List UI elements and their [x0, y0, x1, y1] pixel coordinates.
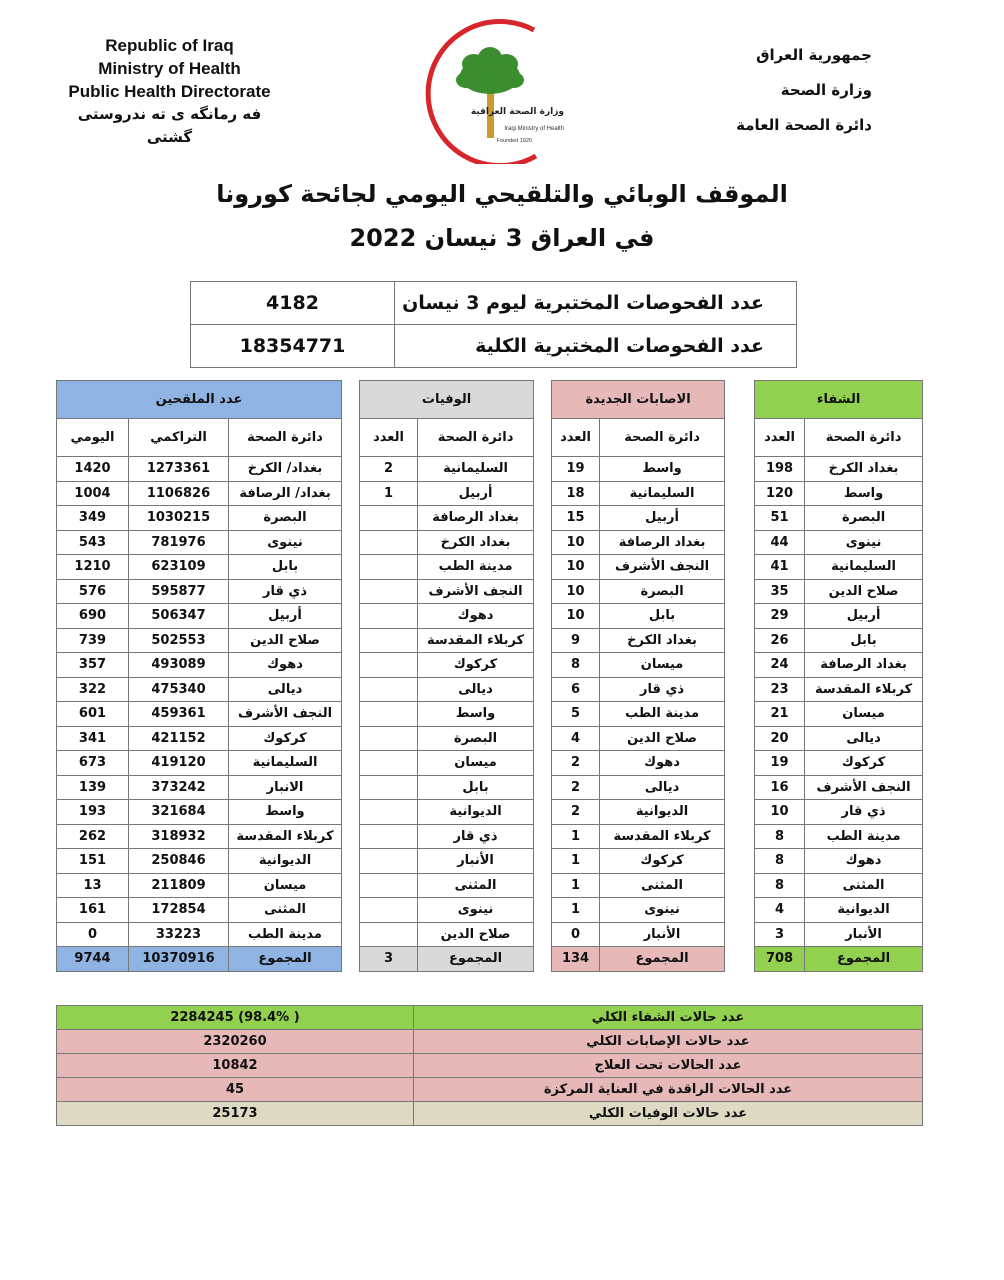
- infection-count-cell: 18: [552, 481, 600, 506]
- summary-row: [57, 1006, 923, 1030]
- vac-cumulative-cell: 781976: [129, 530, 229, 555]
- vac-daily-cell: 1004: [57, 481, 129, 506]
- header-en-line: Ministry of Health: [98, 59, 241, 78]
- infection-count-cell: 9: [552, 628, 600, 653]
- infection-count-cell: 2: [552, 751, 600, 776]
- header-en-line: Public Health Directorate: [68, 82, 271, 101]
- recovery-count-cell: 19: [755, 751, 805, 776]
- col-header-dept: دائرة الصحة: [805, 419, 923, 457]
- death-count-cell: [360, 751, 418, 776]
- total-vac-cumulative: 10370916: [129, 947, 229, 972]
- col-header-count: العدد: [360, 419, 418, 457]
- table-row: [57, 506, 923, 531]
- vac-dept-cell: الانبار: [229, 775, 342, 800]
- infection-dept-cell: نينوى: [600, 898, 725, 923]
- death-dept-cell: نينوى: [418, 898, 534, 923]
- vac-cumulative-cell: 506347: [129, 604, 229, 629]
- recovery-count-cell: 8: [755, 873, 805, 898]
- summary-label: عدد الحالات تحت العلاج: [414, 1054, 923, 1078]
- vac-daily-cell: 673: [57, 751, 129, 776]
- infection-dept-cell: الديوانية: [600, 800, 725, 825]
- table-row: [57, 824, 923, 849]
- death-dept-cell: كربلاء المقدسة: [418, 628, 534, 653]
- vac-dept-cell: السليمانية: [229, 751, 342, 776]
- recovery-dept-cell: واسط: [805, 481, 923, 506]
- death-dept-cell: بابل: [418, 775, 534, 800]
- column-header-row: [57, 419, 923, 457]
- vac-daily-cell: 601: [57, 702, 129, 727]
- vac-cumulative-cell: 595877: [129, 579, 229, 604]
- recovery-dept-cell: كربلاء المقدسة: [805, 677, 923, 702]
- vac-dept-cell: ميسان: [229, 873, 342, 898]
- daily-tests-row: [191, 282, 797, 325]
- death-dept-cell: كركوك: [418, 653, 534, 678]
- recovery-dept-cell: دهوك: [805, 849, 923, 874]
- summary-label: عدد الحالات الراقدة في العناية المركزة: [414, 1078, 923, 1102]
- vac-dept-cell: بابل: [229, 555, 342, 580]
- table-row: [57, 555, 923, 580]
- vac-dept-cell: صلاح الدين: [229, 628, 342, 653]
- recovery-dept-cell: كركوك: [805, 751, 923, 776]
- group-header-row: [57, 381, 923, 419]
- table-row: [57, 873, 923, 898]
- recovery-dept-cell: أربيل: [805, 604, 923, 629]
- table-row: [57, 922, 923, 947]
- recovery-dept-cell: ديالى: [805, 726, 923, 751]
- vac-cumulative-cell: 1106826: [129, 481, 229, 506]
- death-count-cell: [360, 922, 418, 947]
- summary-row: [57, 1030, 923, 1054]
- recovery-dept-cell: الديوانية: [805, 898, 923, 923]
- infection-count-cell: 19: [552, 457, 600, 482]
- vac-cumulative-cell: 623109: [129, 555, 229, 580]
- header-ar-line: دائرة الصحة العامة: [736, 116, 872, 134]
- table-row: [57, 751, 923, 776]
- vac-daily-cell: 1420: [57, 457, 129, 482]
- group-deaths: الوفيات: [360, 381, 534, 419]
- recovery-count-cell: 120: [755, 481, 805, 506]
- vac-dept-cell: دهوك: [229, 653, 342, 678]
- vac-cumulative-cell: 493089: [129, 653, 229, 678]
- vac-daily-cell: 193: [57, 800, 129, 825]
- infection-dept-cell: النجف الأشرف: [600, 555, 725, 580]
- group-vaccinated: عدد الملقحين: [57, 381, 342, 419]
- total-recovery: 708: [755, 947, 805, 972]
- recovery-dept-cell: ميسان: [805, 702, 923, 727]
- death-dept-cell: أربيل: [418, 481, 534, 506]
- vac-daily-cell: 543: [57, 530, 129, 555]
- vac-daily-cell: 322: [57, 677, 129, 702]
- vac-daily-cell: 0: [57, 922, 129, 947]
- total-vac-daily: 9744: [57, 947, 129, 972]
- recovery-dept-cell: البصرة: [805, 506, 923, 531]
- col-header-cumulative: التراكمي: [129, 419, 229, 457]
- table-row: [57, 702, 923, 727]
- vac-dept-cell: مدينة الطب: [229, 922, 342, 947]
- header-english: [62, 34, 277, 149]
- recovery-count-cell: 24: [755, 653, 805, 678]
- page-subtitle-date: في العراق 3 نيسان 2022: [349, 224, 655, 252]
- group-infections: الاصابات الجديدة: [552, 381, 725, 419]
- recovery-dept-cell: الأنبار: [805, 922, 923, 947]
- header-kurdish-line: فه رمانگه ی ته ندروستی گشتی: [77, 105, 262, 146]
- infection-dept-cell: أربيل: [600, 506, 725, 531]
- recovery-count-cell: 21: [755, 702, 805, 727]
- infection-dept-cell: المثنى: [600, 873, 725, 898]
- header-ar-line: وزارة الصحة: [780, 81, 872, 99]
- death-count-cell: [360, 898, 418, 923]
- recovery-dept-cell: ذي قار: [805, 800, 923, 825]
- recovery-dept-cell: بابل: [805, 628, 923, 653]
- infection-count-cell: 1: [552, 873, 600, 898]
- death-count-cell: 2: [360, 457, 418, 482]
- recovery-count-cell: 41: [755, 555, 805, 580]
- vac-daily-cell: 1210: [57, 555, 129, 580]
- vac-daily-cell: 357: [57, 653, 129, 678]
- vac-dept-cell: ذي قار: [229, 579, 342, 604]
- death-dept-cell: السليمانية: [418, 457, 534, 482]
- vac-daily-cell: 139: [57, 775, 129, 800]
- summary-value: 10842: [57, 1054, 414, 1078]
- summary-value: 2320260: [57, 1030, 414, 1054]
- recovery-count-cell: 44: [755, 530, 805, 555]
- death-dept-cell: المثنى: [418, 873, 534, 898]
- logo-arabic-text: وزارة الصحة العراقية: [470, 107, 564, 117]
- total-label: المجموع: [418, 947, 534, 972]
- summary-label: عدد حالات الإصابات الكلي: [414, 1030, 923, 1054]
- col-header-dept: دائرة الصحة: [229, 419, 342, 457]
- infection-dept-cell: مدينة الطب: [600, 702, 725, 727]
- table-row: [57, 604, 923, 629]
- recovery-dept-cell: السليمانية: [805, 555, 923, 580]
- summary-row: [57, 1054, 923, 1078]
- group-recovery: الشفاء: [755, 381, 923, 419]
- infection-count-cell: 1: [552, 824, 600, 849]
- recovery-count-cell: 20: [755, 726, 805, 751]
- vac-daily-cell: 262: [57, 824, 129, 849]
- table-row: [57, 653, 923, 678]
- table-row: [57, 628, 923, 653]
- table-row: [57, 457, 923, 482]
- vac-cumulative-cell: 318932: [129, 824, 229, 849]
- vac-daily-cell: 341: [57, 726, 129, 751]
- death-dept-cell: ديالى: [418, 677, 534, 702]
- page-title: الموقف الوبائي والتلقيحي اليومي لجائحة كورونا: [216, 180, 788, 208]
- death-dept-cell: ذي قار: [418, 824, 534, 849]
- infection-dept-cell: السليمانية: [600, 481, 725, 506]
- vac-cumulative-cell: 419120: [129, 751, 229, 776]
- vac-cumulative-cell: 373242: [129, 775, 229, 800]
- infection-dept-cell: ديالى: [600, 775, 725, 800]
- recovery-dept-cell: مدينة الطب: [805, 824, 923, 849]
- vac-daily-cell: 576: [57, 579, 129, 604]
- vac-cumulative-cell: 1030215: [129, 506, 229, 531]
- total-label: المجموع: [229, 947, 342, 972]
- recovery-count-cell: 16: [755, 775, 805, 800]
- vac-dept-cell: بغداد/ الكرخ: [229, 457, 342, 482]
- vac-dept-cell: البصرة: [229, 506, 342, 531]
- recovery-dept-cell: بغداد الكرخ: [805, 457, 923, 482]
- vac-dept-cell: بغداد/ الرصافة: [229, 481, 342, 506]
- death-dept-cell: دهوك: [418, 604, 534, 629]
- infection-dept-cell: بغداد الرصافة: [600, 530, 725, 555]
- vac-dept-cell: المثنى: [229, 898, 342, 923]
- recovery-count-cell: 8: [755, 824, 805, 849]
- vac-dept-cell: ديالى: [229, 677, 342, 702]
- summary-row: [57, 1078, 923, 1102]
- vac-dept-cell: واسط: [229, 800, 342, 825]
- vac-cumulative-cell: 502553: [129, 628, 229, 653]
- infection-dept-cell: كركوك: [600, 849, 725, 874]
- infection-count-cell: 6: [552, 677, 600, 702]
- death-count-cell: [360, 555, 418, 580]
- vac-cumulative-cell: 459361: [129, 702, 229, 727]
- recovery-dept-cell: نينوى: [805, 530, 923, 555]
- death-count-cell: [360, 677, 418, 702]
- total-deaths: 3: [360, 947, 418, 972]
- summary-value: 25173: [57, 1102, 414, 1126]
- table-row: [57, 677, 923, 702]
- death-dept-cell: البصرة: [418, 726, 534, 751]
- infection-count-cell: 1: [552, 849, 600, 874]
- vac-dept-cell: كركوك: [229, 726, 342, 751]
- total-infections: 134: [552, 947, 600, 972]
- infection-count-cell: 2: [552, 775, 600, 800]
- death-count-cell: [360, 628, 418, 653]
- total-tests-label: عدد الفحوصات المختبرية الكلية: [395, 325, 797, 368]
- vac-cumulative-cell: 172854: [129, 898, 229, 923]
- logo-founded-text: Founded 1920: [496, 138, 532, 144]
- infection-dept-cell: صلاح الدين: [600, 726, 725, 751]
- table-row: [57, 775, 923, 800]
- death-count-cell: [360, 579, 418, 604]
- cumulative-summary-table: [56, 1005, 923, 1126]
- vac-cumulative-cell: 211809: [129, 873, 229, 898]
- summary-value: 45: [57, 1078, 414, 1102]
- recovery-count-cell: 29: [755, 604, 805, 629]
- death-dept-cell: ميسان: [418, 751, 534, 776]
- recovery-count-cell: 26: [755, 628, 805, 653]
- infection-count-cell: 5: [552, 702, 600, 727]
- recovery-count-cell: 198: [755, 457, 805, 482]
- infection-dept-cell: البصرة: [600, 579, 725, 604]
- death-count-cell: [360, 824, 418, 849]
- infection-dept-cell: بابل: [600, 604, 725, 629]
- daily-status-table: [56, 380, 923, 972]
- recovery-count-cell: 51: [755, 506, 805, 531]
- col-header-count: العدد: [755, 419, 805, 457]
- death-dept-cell: الديوانية: [418, 800, 534, 825]
- death-dept-cell: الأنبار: [418, 849, 534, 874]
- header-en-line: Republic of Iraq: [105, 36, 234, 55]
- recovery-dept-cell: بغداد الرصافة: [805, 653, 923, 678]
- table-row: [57, 579, 923, 604]
- infection-dept-cell: واسط: [600, 457, 725, 482]
- death-count-cell: [360, 873, 418, 898]
- infection-dept-cell: دهوك: [600, 751, 725, 776]
- vac-daily-cell: 739: [57, 628, 129, 653]
- col-header-dept: دائرة الصحة: [600, 419, 725, 457]
- col-header-daily: اليومي: [57, 419, 129, 457]
- col-header-count: العدد: [552, 419, 600, 457]
- death-count-cell: [360, 726, 418, 751]
- vac-dept-cell: نينوى: [229, 530, 342, 555]
- recovery-count-cell: 10: [755, 800, 805, 825]
- death-count-cell: [360, 530, 418, 555]
- recovery-count-cell: 3: [755, 922, 805, 947]
- header-ar-line: جمهورية العراق: [756, 46, 872, 64]
- death-count-cell: [360, 604, 418, 629]
- table-row: [57, 530, 923, 555]
- vac-daily-cell: 349: [57, 506, 129, 531]
- infection-dept-cell: ذي قار: [600, 677, 725, 702]
- total-tests-value: 18354771: [191, 325, 395, 368]
- summary-label: عدد حالات الشفاء الكلي: [414, 1006, 923, 1030]
- death-count-cell: [360, 849, 418, 874]
- table-row: [57, 800, 923, 825]
- vac-dept-cell: الديوانية: [229, 849, 342, 874]
- death-count-cell: [360, 702, 418, 727]
- ministry-logo: [414, 16, 584, 164]
- infection-dept-cell: كربلاء المقدسة: [600, 824, 725, 849]
- death-count-cell: [360, 775, 418, 800]
- recovery-dept-cell: صلاح الدين: [805, 579, 923, 604]
- recovery-count-cell: 35: [755, 579, 805, 604]
- death-dept-cell: بغداد الرصافة: [418, 506, 534, 531]
- summary-label: عدد حالات الوفيات الكلي: [414, 1102, 923, 1126]
- death-count-cell: [360, 800, 418, 825]
- daily-tests-value: 4182: [191, 282, 395, 325]
- death-dept-cell: النجف الأشرف: [418, 579, 534, 604]
- table-row: [57, 481, 923, 506]
- death-dept-cell: مدينة الطب: [418, 555, 534, 580]
- infection-count-cell: 10: [552, 555, 600, 580]
- vac-daily-cell: 151: [57, 849, 129, 874]
- recovery-dept-cell: النجف الأشرف: [805, 775, 923, 800]
- infection-count-cell: 4: [552, 726, 600, 751]
- infection-count-cell: 1: [552, 898, 600, 923]
- vac-cumulative-cell: 321684: [129, 800, 229, 825]
- vac-daily-cell: 161: [57, 898, 129, 923]
- summary-row: [57, 1102, 923, 1126]
- recovery-dept-cell: المثنى: [805, 873, 923, 898]
- vac-daily-cell: 690: [57, 604, 129, 629]
- infection-count-cell: 0: [552, 922, 600, 947]
- recovery-count-cell: 8: [755, 849, 805, 874]
- vac-daily-cell: 13: [57, 873, 129, 898]
- recovery-count-cell: 4: [755, 898, 805, 923]
- vac-cumulative-cell: 1273361: [129, 457, 229, 482]
- death-dept-cell: بغداد الكرخ: [418, 530, 534, 555]
- table-row: [57, 726, 923, 751]
- vac-cumulative-cell: 33223: [129, 922, 229, 947]
- death-dept-cell: واسط: [418, 702, 534, 727]
- infection-count-cell: 2: [552, 800, 600, 825]
- vac-dept-cell: النجف الأشرف: [229, 702, 342, 727]
- infection-count-cell: 10: [552, 530, 600, 555]
- vac-cumulative-cell: 475340: [129, 677, 229, 702]
- table-row: [57, 849, 923, 874]
- col-header-dept: دائرة الصحة: [418, 419, 534, 457]
- vac-dept-cell: أربيل: [229, 604, 342, 629]
- infection-count-cell: 10: [552, 604, 600, 629]
- totals-row: [57, 947, 923, 972]
- death-count-cell: 1: [360, 481, 418, 506]
- vac-cumulative-cell: 421152: [129, 726, 229, 751]
- infection-dept-cell: الأنبار: [600, 922, 725, 947]
- infection-dept-cell: ميسان: [600, 653, 725, 678]
- logo-english-text: Iraqi Ministry of Health: [504, 126, 564, 132]
- daily-tests-label: عدد الفحوصات المختبرية ليوم 3 نيسان: [395, 282, 797, 325]
- death-count-cell: [360, 653, 418, 678]
- death-count-cell: [360, 506, 418, 531]
- vac-cumulative-cell: 250846: [129, 849, 229, 874]
- total-label: المجموع: [600, 947, 725, 972]
- vac-dept-cell: كربلاء المقدسة: [229, 824, 342, 849]
- infection-count-cell: 8: [552, 653, 600, 678]
- death-dept-cell: صلاح الدين: [418, 922, 534, 947]
- infection-count-cell: 10: [552, 579, 600, 604]
- infection-count-cell: 15: [552, 506, 600, 531]
- total-tests-row: [191, 325, 797, 368]
- infection-dept-cell: بغداد الكرخ: [600, 628, 725, 653]
- summary-value: 2284245 (98.4% ): [57, 1006, 414, 1030]
- recovery-count-cell: 23: [755, 677, 805, 702]
- lab-tests-table: [190, 281, 797, 368]
- header-arabic: [736, 38, 872, 143]
- table-row: [57, 898, 923, 923]
- total-label: المجموع: [805, 947, 923, 972]
